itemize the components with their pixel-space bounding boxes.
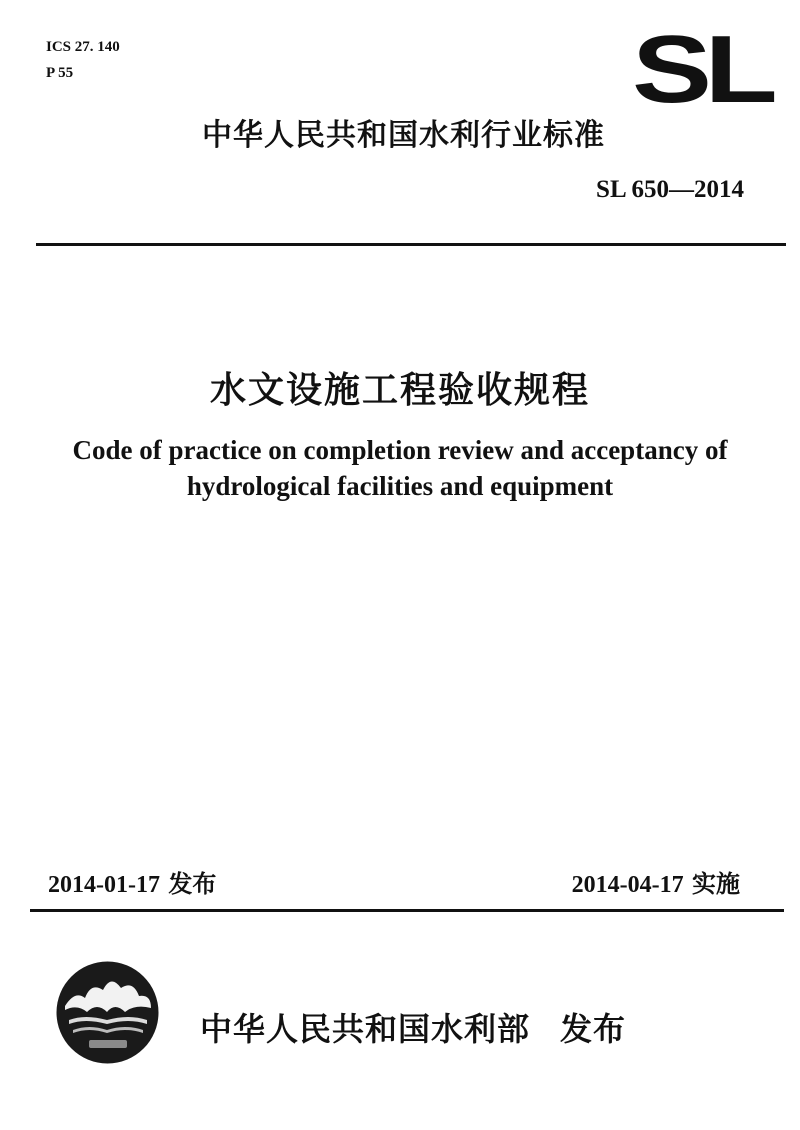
issue-date: 2014-01-17 bbox=[48, 872, 160, 898]
ministry-emblem-icon bbox=[55, 960, 160, 1065]
implement-date-block bbox=[572, 864, 740, 899]
ics-code: ICS 27. 140 bbox=[46, 39, 120, 55]
implement-date: 2014-04-17 bbox=[571, 872, 684, 898]
title-english-line-1: Code of practice on completion review and acceptancy of bbox=[72, 435, 728, 465]
implement-label: 实施 bbox=[692, 870, 740, 898]
standard-code: SL 650—2014 bbox=[596, 176, 744, 203]
title-chinese: 水文设施工程验收规程 bbox=[209, 370, 590, 411]
classification-block bbox=[46, 34, 120, 86]
issue-date-block bbox=[48, 864, 216, 899]
publisher-name: 中华人民共和国水利部 bbox=[200, 1010, 531, 1048]
title-english bbox=[0, 432, 800, 504]
top-divider bbox=[36, 243, 786, 246]
publisher-label: 发布 bbox=[560, 1010, 627, 1048]
ccs-code: P 55 bbox=[46, 65, 74, 81]
bottom-divider bbox=[30, 909, 784, 912]
sl-logo: SL bbox=[632, 16, 771, 123]
industry-standard-heading: 中华人民共和国水利行业标准 bbox=[202, 118, 605, 153]
issue-label: 发布 bbox=[168, 870, 217, 898]
title-english-line-2: hydrological facilities and equipment bbox=[186, 471, 614, 501]
publisher-block bbox=[200, 1004, 626, 1050]
